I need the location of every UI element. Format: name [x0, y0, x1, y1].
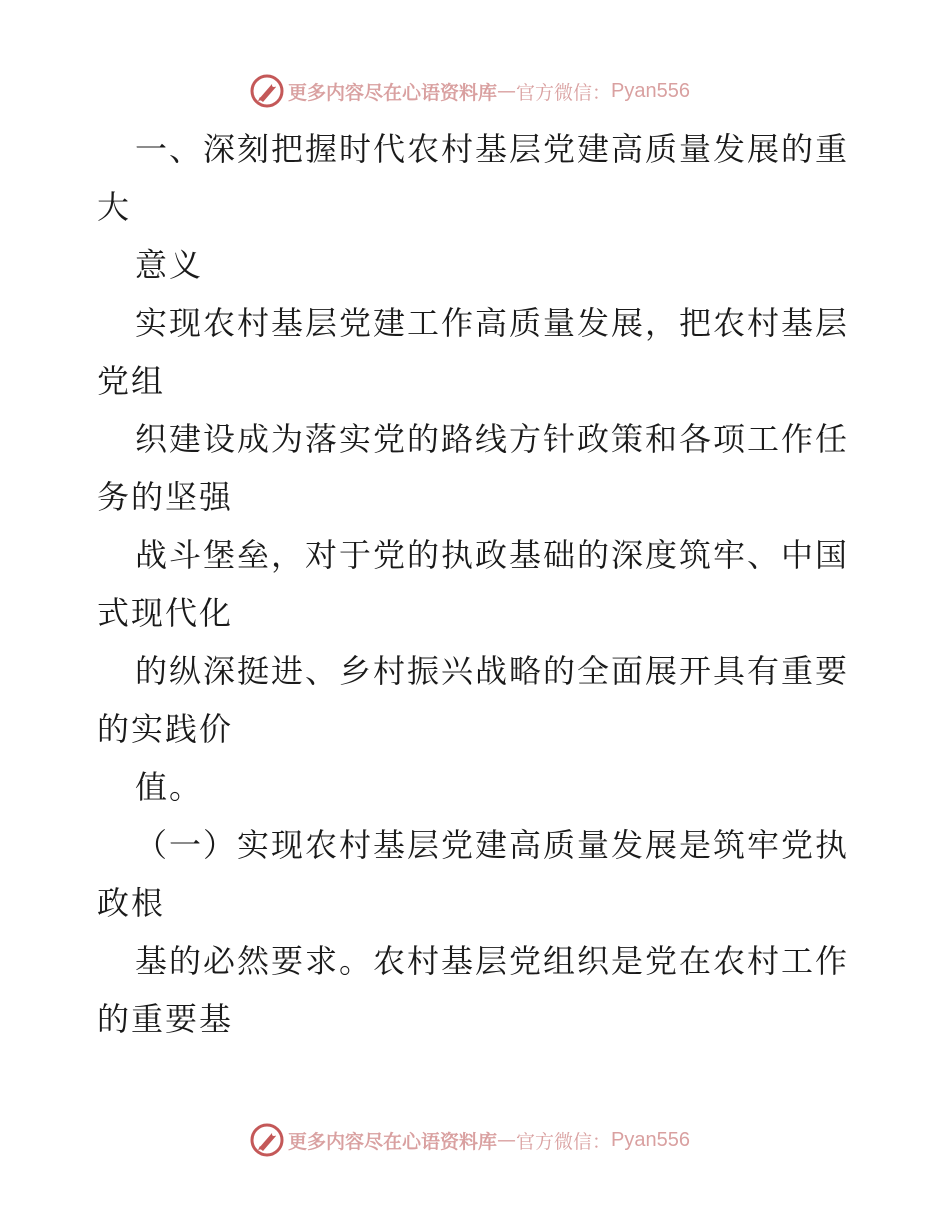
text-line: 值。	[135, 768, 204, 806]
text-line: 实现农村基层党建工作高质量发展，把农村基层	[135, 304, 850, 342]
subsection-heading-line: （一）实现农村基层党建高质量发展是筑牢党执	[135, 826, 850, 864]
text-line: 战斗堡垒，对于党的执政基础的深度筑牢、中国	[135, 536, 850, 574]
footer-watermark	[0, 1120, 950, 1160]
text-line: 的重要基	[97, 1000, 234, 1038]
document-body	[97, 120, 857, 1048]
text-line: 基的必然要求。农村基层党组织是党在农村工作	[135, 942, 850, 980]
pen-logo-icon	[250, 1123, 284, 1157]
text-line: 织建设成为落实党的路线方针政策和各项工作任	[135, 420, 850, 458]
watermark-dash: —	[497, 80, 517, 102]
header-watermark	[0, 71, 950, 111]
text-line: 式现代化	[97, 594, 234, 632]
pen-logo-icon	[250, 74, 284, 108]
watermark-main-text: 更多内容尽在心语资料库	[288, 1130, 498, 1153]
text-line: 大	[97, 188, 132, 226]
text-line: 务的坚强	[97, 478, 234, 516]
watermark-wechat-label: 官方微信：	[516, 1130, 612, 1153]
text-line: 政根	[97, 884, 166, 922]
watermark-wechat-id: Pyan556	[611, 1128, 690, 1151]
text-line: 意义	[135, 246, 204, 284]
text-line: 党组	[97, 362, 166, 400]
watermark-wechat-label: 官方微信：	[516, 81, 612, 104]
watermark-wechat-id: Pyan556	[611, 79, 690, 102]
section-heading-line: 一、深刻把握时代农村基层党建高质量发展的重	[135, 130, 850, 168]
watermark-dash: —	[497, 1129, 517, 1151]
text-line: 的纵深挺进、乡村振兴战略的全面展开具有重要	[135, 652, 850, 690]
text-line: 的实践价	[97, 710, 234, 748]
watermark-main-text: 更多内容尽在心语资料库	[288, 81, 498, 104]
